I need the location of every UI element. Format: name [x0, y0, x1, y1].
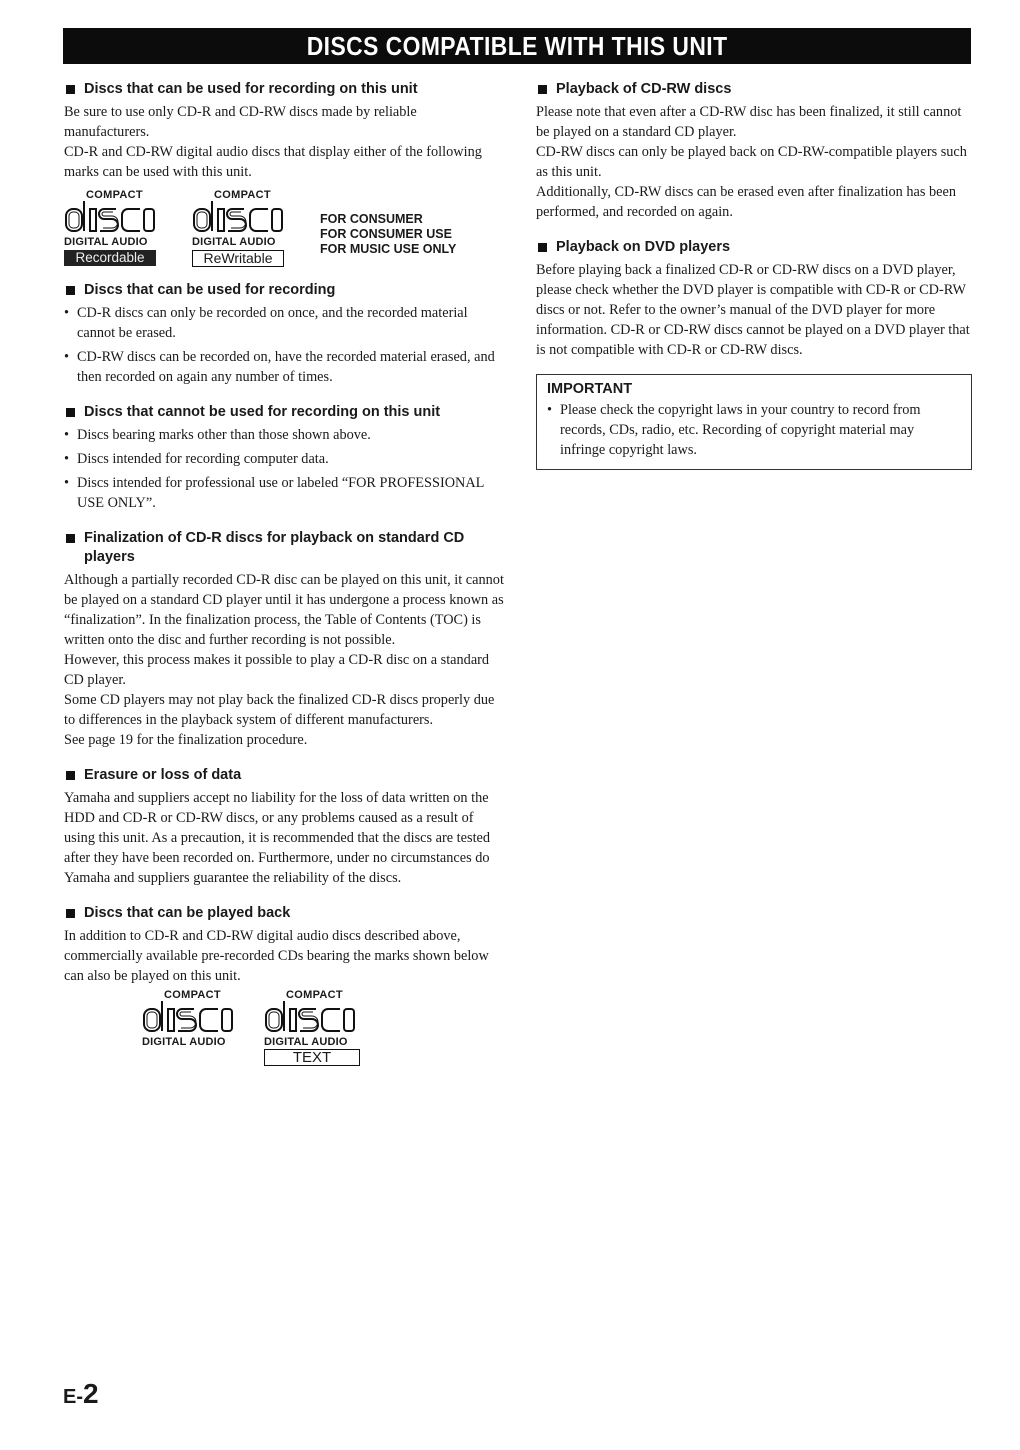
section-heading	[64, 80, 504, 99]
heading-text: Playback on DVD players	[556, 239, 731, 255]
page-number-value: 2	[83, 1378, 99, 1409]
paragraph: Please note that even after a CD-RW disc has been finalized, it still cannot be played on a standard CD player.	[536, 104, 962, 140]
logo-compact-label: COMPACT	[164, 989, 221, 1001]
disc-wordmark-icon	[192, 201, 284, 235]
compact-disc-recordable-logo	[64, 190, 156, 266]
left-column	[64, 80, 504, 1082]
paragraph: CD-R and CD-RW digital audio discs that display either of the following marks can be used with this unit.	[64, 144, 482, 180]
bullet-item: • CD-RW discs can be recorded on, have the recorded material erased, and then recorded on again any number of times.	[64, 347, 504, 387]
paragraph: Although a partially recorded CD-R disc can be played on this unit, it cannot be played on a standard CD player until it has undergone a process known as “finalization”. In the finalization process, the Table of Contents (TOC) is written onto the disc and further recording is not possible.	[64, 572, 504, 648]
compact-disc-text-logo	[264, 990, 356, 1066]
square-bullet-icon	[66, 408, 75, 417]
consumer-note: FOR CONSUMER	[320, 212, 423, 226]
consumer-note: FOR CONSUMER USE	[320, 227, 452, 241]
paragraph: Be sure to use only CD-R and CD-RW discs made by reliable manufacturers.	[64, 104, 417, 140]
compact-disc-rewritable-logo	[192, 190, 284, 267]
section-heading	[64, 766, 504, 785]
section-cdrw-playback	[536, 80, 972, 222]
heading-text: Discs that can be played back	[84, 905, 291, 921]
logo-compact-label: COMPACT	[86, 189, 143, 201]
section-cannot-record	[64, 403, 504, 513]
section-discs-for-recording	[64, 281, 504, 387]
paragraph: See page 19 for the finalization procedure.	[64, 732, 308, 748]
logo-digital-audio-label: DIGITAL AUDIO	[142, 1036, 226, 1048]
page-number	[63, 1378, 99, 1410]
square-bullet-icon	[66, 771, 75, 780]
page-title-bar	[63, 28, 971, 64]
section-erasure	[64, 766, 504, 888]
square-bullet-icon	[538, 243, 547, 252]
paragraph: Yamaha and suppliers accept no liability for the loss of data written on the HDD and CD-R or CD-RW discs, or any problems caused as a result of using this unit. As a precaution, it is recommended that the discs are tested after they have been recorded on. Furthermore, under no circumstances do Yamaha and suppliers guarantee the reliability of the discs.	[64, 790, 491, 886]
section-finalization	[64, 529, 504, 750]
section-heading	[64, 529, 504, 567]
bullet-item: • CD-R discs can only be recorded on once, and the recorded material cannot be erased.	[64, 303, 504, 343]
heading-text: Finalization of CD-R discs for playback on standard CD players	[84, 530, 465, 565]
section-heading	[536, 80, 972, 99]
section-heading	[64, 403, 504, 422]
bullet-item: • Please check the copyright laws in your country to record from records, CDs, radio, etc. Recording of copyright material may infringe copyright laws.	[547, 400, 961, 460]
heading-text: Discs that can be used for recording on this unit	[84, 81, 418, 97]
logo-digital-audio-label: DIGITAL AUDIO	[64, 236, 148, 248]
important-title: IMPORTANT	[547, 381, 633, 397]
square-bullet-icon	[66, 534, 75, 543]
section-heading	[536, 238, 972, 257]
disc-wordmark-icon	[142, 1001, 234, 1035]
heading-text: Erasure or loss of data	[84, 767, 242, 783]
logo-compact-label: COMPACT	[214, 189, 271, 201]
square-bullet-icon	[66, 286, 75, 295]
consumer-use-notes	[320, 212, 456, 257]
heading-text: Discs that cannot be used for recording on this unit	[84, 404, 441, 420]
page-number-prefix: E-	[63, 1386, 83, 1408]
square-bullet-icon	[66, 909, 75, 918]
section-heading	[64, 281, 504, 300]
logo-text-label: TEXT	[264, 1049, 360, 1066]
square-bullet-icon	[66, 85, 75, 94]
paragraph: CD-RW discs can only be played back on CD-RW-compatible players such as this unit.	[536, 144, 967, 180]
heading-text: Discs that can be used for recording	[84, 282, 336, 298]
section-heading	[64, 904, 504, 923]
logo-recordable-label: Recordable	[64, 250, 156, 266]
important-notice-box	[536, 374, 972, 470]
disc-logo-row	[64, 190, 504, 267]
disc-wordmark-icon	[64, 201, 156, 235]
section-recording-on-unit	[64, 80, 504, 267]
logo-compact-label: COMPACT	[286, 989, 343, 1001]
heading-text: Playback of CD-RW discs	[556, 81, 732, 97]
logo-digital-audio-label: DIGITAL AUDIO	[192, 236, 276, 248]
paragraph: Before playing back a finalized CD-R or CD-RW discs on a DVD player, please check whether the DVD player is compatible with CD-R or CD-RW discs or not. Refer to the owner’s manual of the DVD player for more information. CD-R or CD-RW discs cannot be played on a DVD player that is not compatible with CD-R or CD-RW discs.	[536, 262, 970, 358]
logo-digital-audio-label: DIGITAL AUDIO	[264, 1036, 348, 1048]
logo-rewritable-label: ReWritable	[192, 250, 284, 267]
paragraph: In addition to CD-R and CD-RW digital audio discs described above, commercially available pre-recorded CDs bearing the marks shown below can also be played on this unit.	[64, 928, 489, 984]
playback-logo-row	[142, 990, 504, 1066]
square-bullet-icon	[538, 85, 547, 94]
paragraph: Additionally, CD-RW discs can be erased even after finalization has been performed, and recorded on again.	[536, 184, 957, 220]
disc-wordmark-icon	[264, 1001, 356, 1035]
paragraph: Some CD players may not play back the finalized CD-R discs properly due to differences in the playback system of different manufacturers.	[64, 692, 495, 728]
right-column	[536, 80, 972, 486]
bullet-item: • Discs intended for professional use or labeled “FOR PROFESSIONAL USE ONLY”.	[64, 473, 504, 513]
page-title: DISCS COMPATIBLE WITH THIS UNIT	[306, 30, 728, 61]
section-dvd-playback	[536, 238, 972, 470]
paragraph: However, this process makes it possible to play a CD-R disc on a standard CD player.	[64, 652, 490, 688]
bullet-item: • Discs intended for recording computer data.	[64, 449, 504, 469]
compact-disc-digital-audio-logo	[142, 990, 234, 1066]
bullet-item: • Discs bearing marks other than those shown above.	[64, 425, 504, 445]
section-playback	[64, 904, 504, 1066]
consumer-note: FOR MUSIC USE ONLY	[320, 242, 457, 256]
